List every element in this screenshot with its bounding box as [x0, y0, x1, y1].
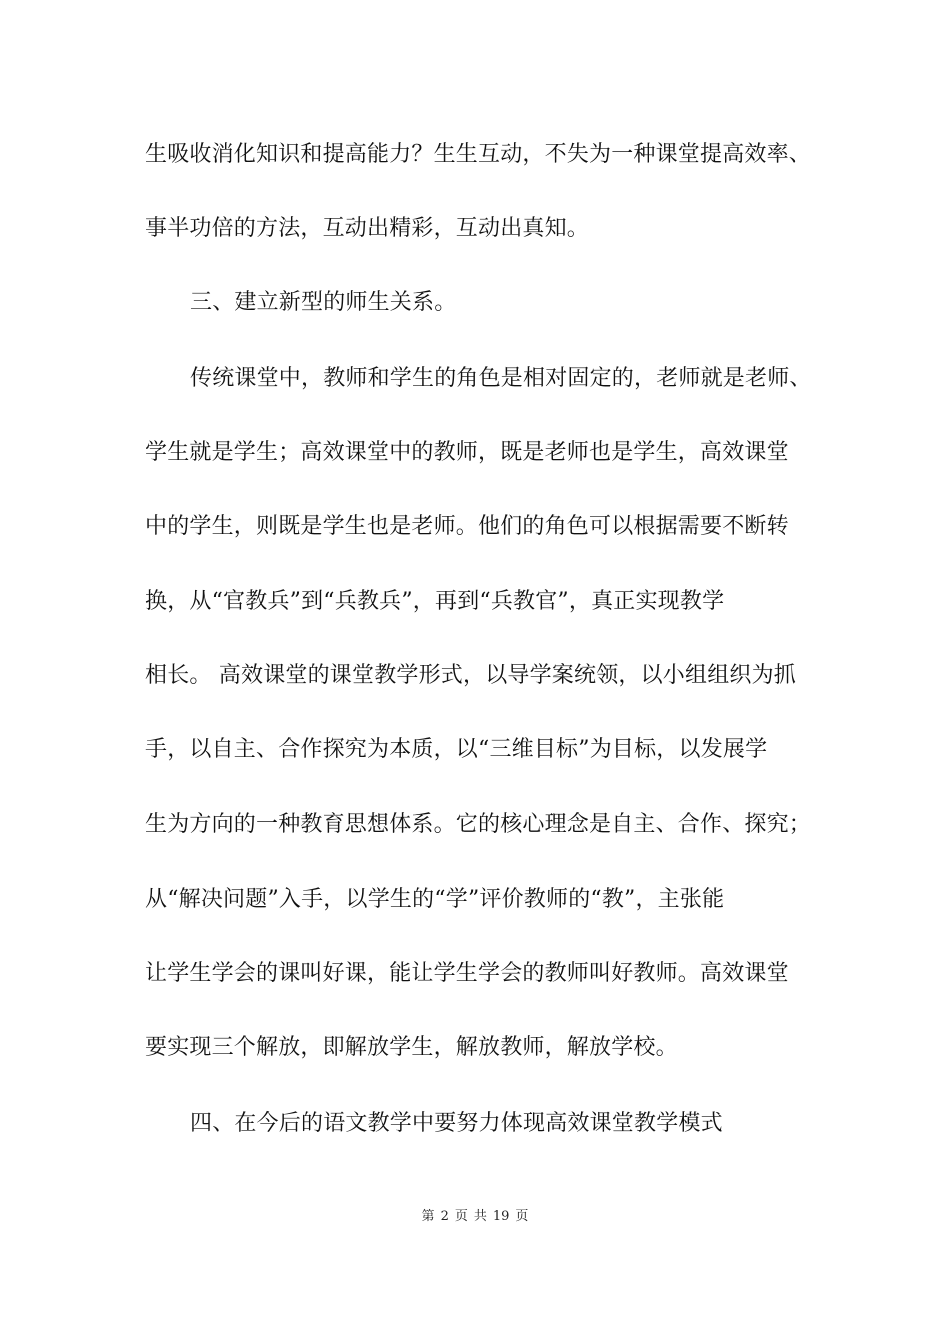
- body-line-4: 传统课堂中，教师和学生的角色是相对固定的，老师就是老师、: [190, 366, 812, 391]
- body-line-9: 手，以自主、合作探究为本质，以“三维目标”为目标，以发展学: [145, 737, 768, 762]
- body-line-11: 从“解决问题”入手，以学生的“学”评价教师的“教”，主张能: [145, 887, 725, 912]
- body-line-2: 事半功倍的方法，互动出精彩，互动出真知。: [145, 216, 590, 241]
- footer-suffix: 页: [515, 1209, 529, 1224]
- body-line-8: 相长。 高效课堂的课堂教学形式，以导学案统领，以小组组织为抓: [145, 663, 796, 688]
- body-line-12: 让学生学会的课叫好课，能让学生学会的教师叫好教师。高效课堂: [145, 961, 789, 986]
- body-line-7: 换，从“官教兵”到“兵教兵”，再到“兵教官”，真正实现教学: [145, 589, 725, 614]
- footer-prefix: 第: [421, 1209, 435, 1224]
- section-heading-3: 三、建立新型的师生关系。: [190, 290, 457, 315]
- footer-page-unit: 页: [454, 1209, 468, 1224]
- footer-total-label: 共: [473, 1209, 487, 1224]
- body-line-1: 生吸收消化知识和提高能力？生生互动，不失为一种课堂提高效率、: [145, 142, 812, 167]
- body-line-13: 要实现三个解放，即解放学生，解放教师，解放学校。: [145, 1035, 678, 1060]
- footer-current-page: 2: [440, 1209, 449, 1224]
- body-line-6: 中的学生，则既是学生也是老师。他们的角色可以根据需要不断转: [145, 514, 789, 539]
- body-line-5: 学生就是学生；高效课堂中的教师，既是老师也是学生，高效课堂: [145, 440, 789, 465]
- footer-total-pages: 19: [492, 1209, 510, 1224]
- page-footer: [0, 1208, 950, 1226]
- section-heading-4: 四、在今后的语文教学中要努力体现高效课堂教学模式: [190, 1111, 723, 1136]
- body-line-10: 生为方向的一种教育思想体系。它的核心理念是自主、合作、探究；: [145, 812, 812, 837]
